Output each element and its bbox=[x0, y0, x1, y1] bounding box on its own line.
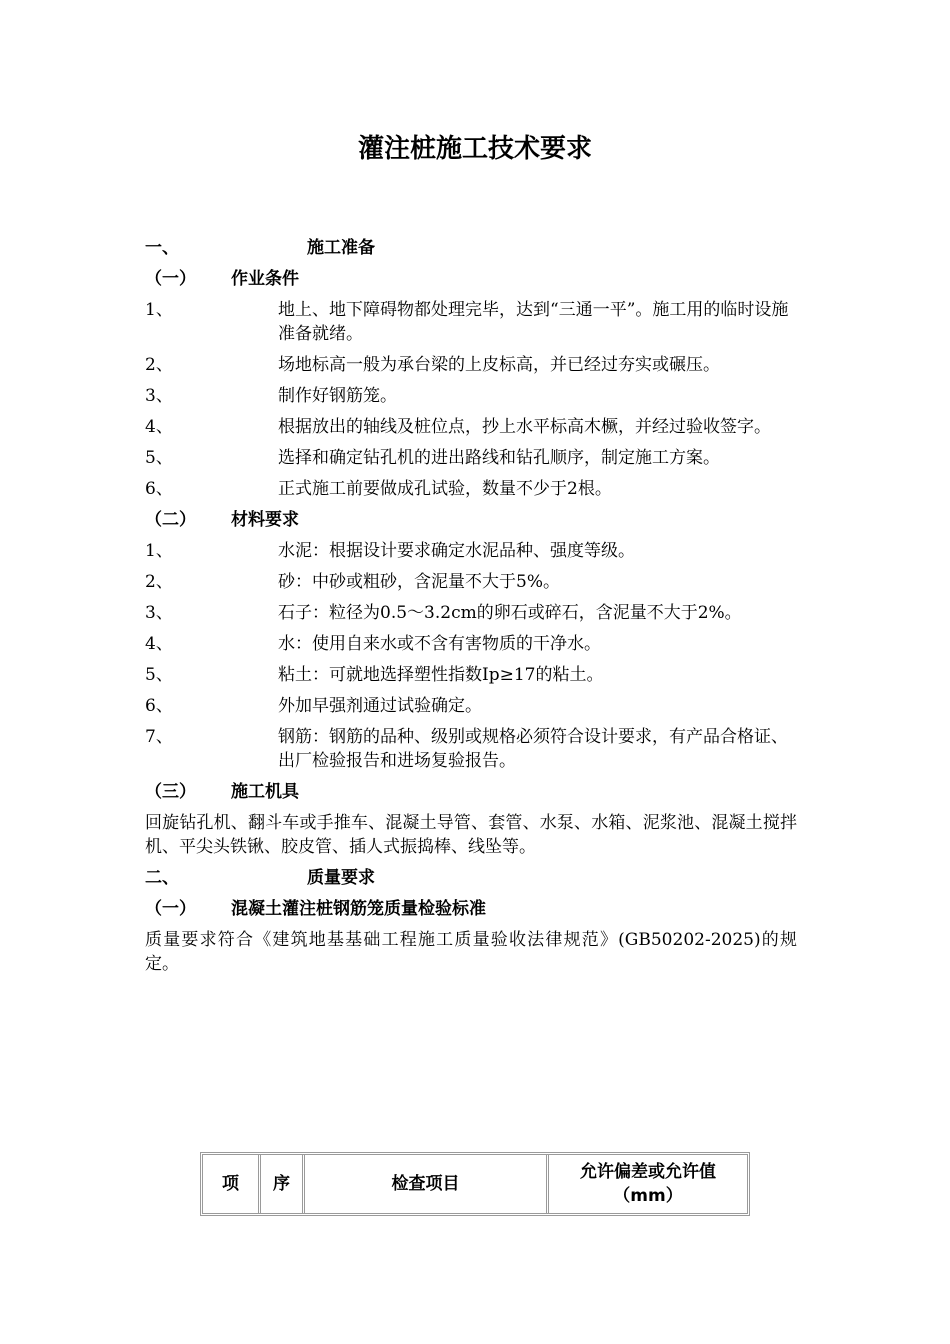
item-text: 场地标高一般为承台梁的上皮标高，并已经过夯实或碾压。 bbox=[278, 355, 720, 375]
header-line: 允许偏差或允许值 bbox=[580, 1162, 716, 1182]
item-text: 制作好钢筋笼。 bbox=[278, 386, 397, 406]
item-number: 5、 bbox=[145, 448, 173, 468]
subsection-heading bbox=[145, 508, 797, 532]
item-text: 粘土：可就地选择塑性指数Ip≥17的粘土。 bbox=[278, 665, 604, 685]
item-number: 5、 bbox=[145, 665, 173, 685]
item-text: 外加早强剂通过试验确定。 bbox=[278, 696, 482, 716]
list-item bbox=[145, 570, 797, 594]
section-heading bbox=[145, 236, 797, 260]
section-title: 质量要求 bbox=[307, 868, 375, 888]
subsection-heading bbox=[145, 780, 797, 804]
list-item bbox=[145, 298, 797, 346]
table-header-cell bbox=[549, 1155, 747, 1213]
item-text: 钢筋：钢筋的品种、级别或规格必须符合设计要求，有产品合格证、出厂检验报告和进场复验报告。 bbox=[278, 727, 788, 771]
list-item bbox=[145, 663, 797, 687]
item-text: 正式施工前要做成孔试验，数量不少于2根。 bbox=[278, 479, 612, 499]
section-heading bbox=[145, 866, 797, 890]
list-item bbox=[145, 384, 797, 408]
quality-table-header bbox=[200, 1152, 750, 1216]
subsection-title: 材料要求 bbox=[231, 510, 299, 530]
item-text: 选择和确定钻孔机的进出路线和钻孔顺序，制定施工方案。 bbox=[278, 448, 720, 468]
list-item bbox=[145, 446, 797, 470]
document-body bbox=[145, 236, 797, 983]
header-unit: （mm） bbox=[613, 1186, 683, 1206]
subsection-number: （一） bbox=[145, 899, 196, 919]
item-text: 石子：粒径为0.5～3.2cm的卵石或碎石，含泥量不大于2%。 bbox=[278, 603, 742, 623]
item-text: 水：使用自来水或不含有害物质的干净水。 bbox=[278, 634, 601, 654]
item-number: 4、 bbox=[145, 634, 173, 654]
page-title: 灌注桩施工技术要求 bbox=[357, 134, 592, 164]
subsection-title: 混凝土灌注桩钢筋笼质量检验标准 bbox=[231, 899, 486, 919]
list-item bbox=[145, 632, 797, 656]
item-number: 3、 bbox=[145, 603, 173, 623]
item-text: 水泥：根据设计要求确定水泥品种、强度等级。 bbox=[278, 541, 635, 561]
table-header-cell: 项 bbox=[203, 1155, 261, 1213]
subsection-number: （三） bbox=[145, 782, 196, 802]
table-header-cell: 检查项目 bbox=[305, 1155, 549, 1213]
subsection-number: （二） bbox=[145, 510, 196, 530]
item-number: 2、 bbox=[145, 355, 173, 375]
paragraph: 质量要求符合《建筑地基基础工程施工质量验收法律规范》(GB50202-2025)的规定。 bbox=[145, 930, 797, 974]
subsection-heading bbox=[145, 267, 797, 291]
item-text: 地上、地下障碍物都处理完毕，达到“三通一平”。施工用的临时设施准备就绪。 bbox=[278, 300, 789, 344]
item-number: 4、 bbox=[145, 417, 173, 437]
item-number: 7、 bbox=[145, 727, 173, 747]
list-item bbox=[145, 694, 797, 718]
table-header-cell: 序 bbox=[261, 1155, 305, 1213]
item-text: 根据放出的轴线及桩位点，抄上水平标高木橛，并经过验收签字。 bbox=[278, 417, 771, 437]
subsection-heading bbox=[145, 897, 797, 921]
item-number: 2、 bbox=[145, 572, 173, 592]
subsection-title: 施工机具 bbox=[231, 782, 299, 802]
list-item bbox=[145, 415, 797, 439]
item-number: 6、 bbox=[145, 479, 173, 499]
item-number: 1、 bbox=[145, 300, 173, 320]
section-number: 一、 bbox=[145, 238, 179, 258]
list-item bbox=[145, 725, 797, 773]
item-number: 6、 bbox=[145, 696, 173, 716]
list-item bbox=[145, 539, 797, 563]
section-number: 二、 bbox=[145, 868, 179, 888]
subsection-number: （一） bbox=[145, 269, 196, 289]
section-title: 施工准备 bbox=[307, 238, 375, 258]
list-item bbox=[145, 353, 797, 377]
item-number: 1、 bbox=[145, 541, 173, 561]
subsection-title: 作业条件 bbox=[231, 269, 299, 289]
list-item bbox=[145, 477, 797, 501]
paragraph: 回旋钻孔机、翻斗车或手推车、混凝土导管、套管、水泵、水箱、泥浆池、混凝土搅拌机、平尖头铁锹、胶皮管、插人式振捣棒、线坠等。 bbox=[145, 813, 797, 857]
list-item bbox=[145, 601, 797, 625]
item-number: 3、 bbox=[145, 386, 173, 406]
item-text: 砂：中砂或粗砂，含泥量不大于5%。 bbox=[278, 572, 560, 592]
